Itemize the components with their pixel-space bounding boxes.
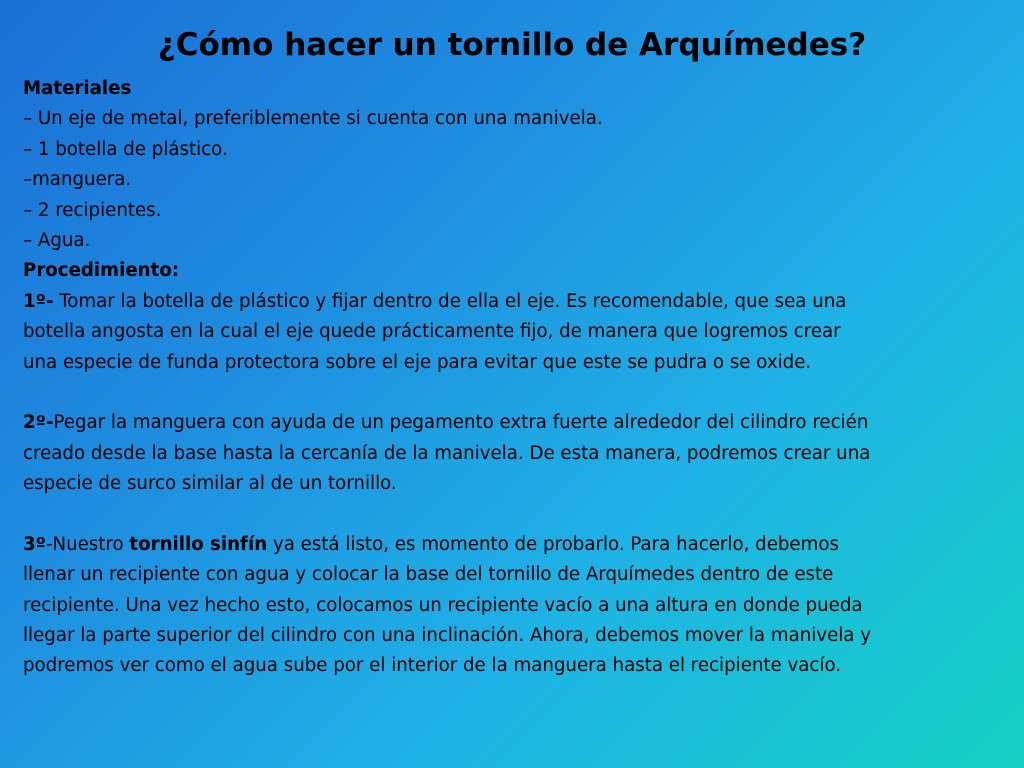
material-item: – Agua. [23, 229, 91, 251]
materiales-heading: Materiales [23, 78, 132, 99]
step-3-text-pre: -Nuestro [45, 533, 130, 555]
procedimiento-heading: Procedimiento: [23, 260, 180, 282]
step-1-number: 1º- [23, 290, 54, 312]
step-2-text: Pegar la manguera con ayuda de un pegamento extra fuerte alrededor del cilindro recién [53, 412, 869, 434]
step-3-bold-term: tornillo sinfín [129, 533, 268, 555]
step-3-line: recipiente. Una vez hecho esto, colocamos un recipiente vacío a una altura en donde pueda [23, 594, 863, 616]
step-1-text: Tomar la botella de plástico y fijar dentro de ella el eje. Es recomendable, que sea una [53, 290, 847, 312]
step-3-line [23, 530, 1003, 560]
paragraph-gap [23, 499, 1003, 529]
step-1-line: botella angosta en la cual el eje quede prácticamente fijo, de manera que logremos crear [23, 321, 841, 343]
paragraph-gap [23, 378, 1003, 408]
step-3-text-post: ya está listo, es momento de probarlo. Para hacerlo, debemos [267, 533, 839, 555]
slide-content [23, 74, 1003, 682]
step-3-line: llenar un recipiente con agua y colocar la base del tornillo de Arquímedes dentro de este [23, 564, 834, 586]
step-3-line: podremos ver como el agua sube por el interior de la manguera hasta el recipiente vacío. [23, 655, 842, 677]
step-1-line: una especie de funda protectora sobre el eje para evitar que este se pudra o se oxide. [23, 351, 812, 373]
material-item: –manguera. [23, 169, 132, 191]
slide-title: ¿Cómo hacer un tornillo de Arquímedes? [157, 27, 867, 63]
step-3-line: llegar la parte superior del cilindro con una inclinación. Ahora, debemos mover la manivela y [23, 625, 872, 647]
material-item: – 2 recipientes. [23, 199, 162, 221]
step-2-line: especie de surco similar al de un tornillo. [23, 473, 397, 495]
material-item: – Un eje de metal, preferiblemente si cuenta con una manivela. [23, 108, 603, 130]
step-2-number: 2º- [23, 412, 54, 434]
step-1-line [23, 287, 1003, 317]
step-3-number: 3º [23, 533, 46, 555]
material-item: – 1 botella de plástico. [23, 138, 228, 160]
step-2-line [23, 408, 1003, 438]
step-2-line: creado desde la base hasta la cercanía de la manivela. De esta manera, podremos crear una [23, 442, 871, 464]
